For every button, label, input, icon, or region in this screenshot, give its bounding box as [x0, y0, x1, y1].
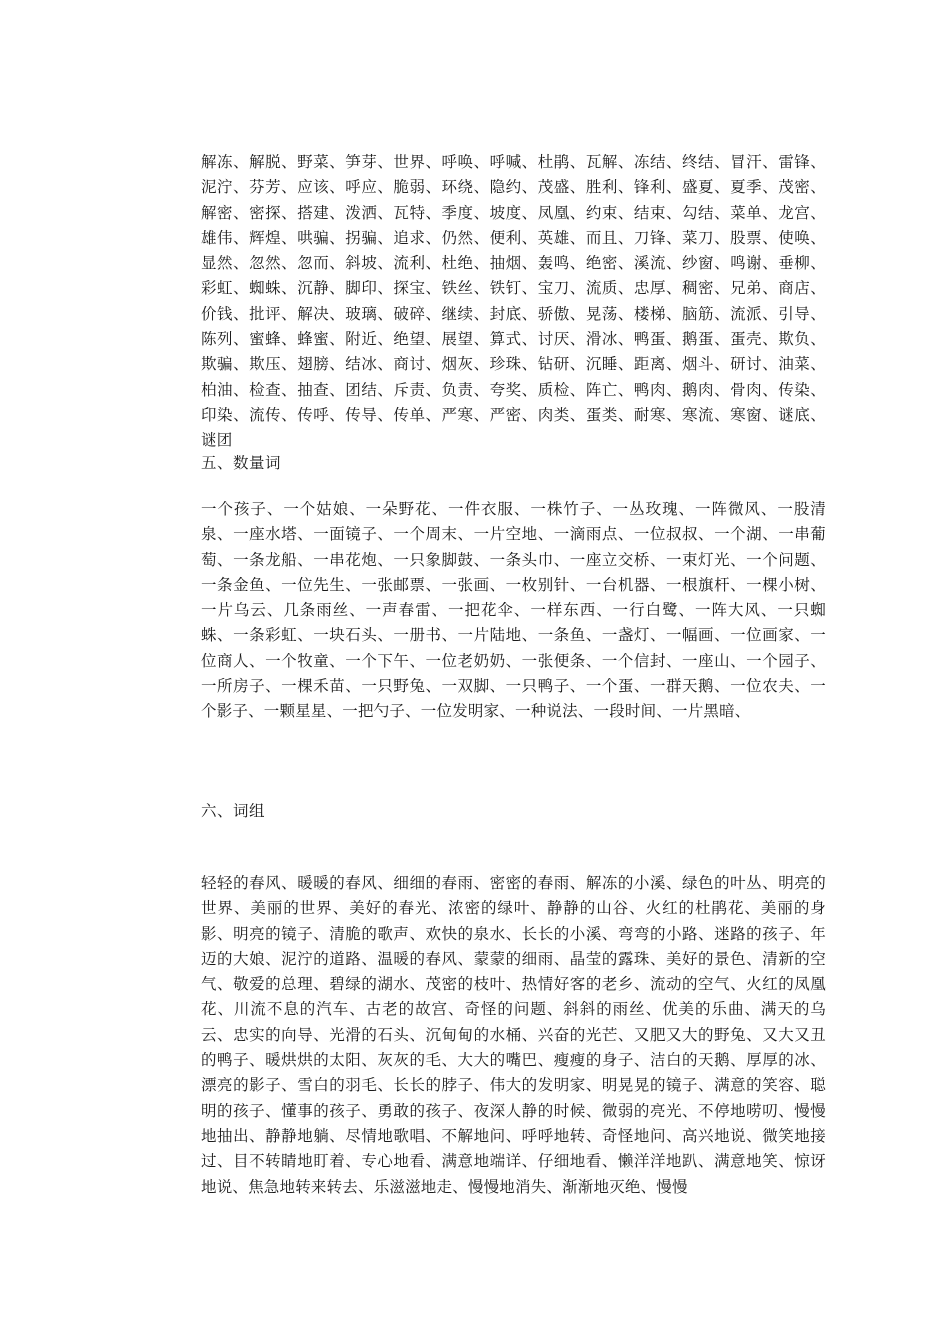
section-heading-phrases: 六、词组	[201, 802, 266, 820]
section-heading-quantifiers: 五、数量词	[201, 454, 282, 472]
word-list-quantifiers: 一个孩子、一个姑娘、一朵野花、一件衣服、一株竹子、一丛玫瑰、一阵微风、一股清泉、一座水塔、一面镜子、一个周末、一片空地、一滴雨点、一位叔叔、一个湖、一串葡萄、一条龙船、一串花炮、一只象脚鼓、一条头巾、一座立交桥、一束灯光、一个问题、一条金鱼、一位先生、一张邮票、一张画、一枚别针、一台机器、一根旗杆、一棵小树、一片乌云、几条雨丝、一声春雷、一把花伞、一样东西、一行白鹭、一阵大风、一只蜘蛛、一条彩虹、一块石头、一册书、一片陆地、一条鱼、一盏灯、一幅画、一位画家、一位商人、一个牧童、一个下午、一位老奶奶、一张便条、一个信封、一座山、一个园子、一所房子、一棵禾苗、一只野兔、一双脚、一只鸭子、一个蛋、一群天鹅、一位农夫、一个影子、一颗星星、一把勺子、一位发明家、一种说法、一段时间、一片黑暗、	[201, 500, 826, 721]
word-list-phrases: 轻轻的春风、暖暖的春风、细细的春雨、密密的春雨、解冻的小溪、绿色的叶丛、明亮的世界、美丽的世界、美好的春光、浓密的绿叶、静静的山谷、火红的杜鹃花、美丽的身影、明亮的镜子、清脆的歌声、欢快的泉水、长长的小溪、弯弯的小路、迷路的孩子、年迈的大娘、泥泞的道路、温暖的春风、蒙蒙的细雨、晶莹的露珠、美好的景色、清新的空气、敬爱的总理、碧绿的湖水、茂密的枝叶、热情好客的老乡、流动的空气、火红的凤凰花、川流不息的汽车、古老的故宫、奇怪的问题、斜斜的雨丝、优美的乐曲、满天的乌云、忠实的向导、光滑的石头、沉甸甸的水桶、兴奋的光芒、又肥又大的野兔、又大又丑的鸭子、暖烘烘的太阳、灰灰的毛、大大的嘴巴、瘦瘦的身子、洁白的天鹅、厚厚的冰、漂亮的影子、雪白的羽毛、长长的脖子、伟大的发明家、明晃晃的镜子、满意的笑容、聪明的孩子、懂事的孩子、勇敢的孩子、夜深人静的时候、微弱的亮光、不停地唠叨、慢慢地抽出、静静地躺、尽情地歌唱、不解地问、呼呼地转、奇怪地问、高兴地说、微笑地接过、目不转睛地盯着、专心地看、满意地端详、仔细地看、懒洋洋地趴、满意地笑、惊讶地说、焦急地转来转去、乐滋滋地走、慢慢地消失、渐渐地灭绝、慢慢	[201, 874, 826, 1196]
word-list-section-four: 解冻、解脱、野菜、笋芽、世界、呼唤、呼喊、杜鹃、瓦解、冻结、终结、冒汗、雷锋、泥泞、芬芳、应该、呼应、脆弱、环绕、隐约、茂盛、胜利、锋利、盛夏、夏季、茂密、解密、密探、搭建、泼洒、瓦特、季度、坡度、凤凰、约束、结束、勾结、菜单、龙宫、雄伟、辉煌、哄骗、拐骗、追求、仍然、便利、英雄、而且、刀锋、菜刀、股票、使唤、显然、忽然、忽而、斜坡、流利、杜绝、抽烟、轰鸣、绝密、溪流、纱窗、鸣谢、垂柳、彩虹、蜘蛛、沉静、脚印、探宝、铁丝、铁钉、宝刀、流质、忠厚、稠密、兄弟、商店、价钱、批评、解决、玻璃、破碎、继续、封底、骄傲、晃荡、楼梯、脑筋、流派、引导、陈列、蜜蜂、蜂蜜、附近、绝望、展望、算式、讨厌、滑冰、鸭蛋、鹅蛋、蛋壳、欺负、欺骗、欺压、翅膀、结冰、商讨、烟灰、珍珠、钻研、沉睡、距离、烟斗、研讨、油菜、柏油、检查、抽查、团结、斥责、负责、夸奖、质检、阵亡、鸭肉、鹅肉、骨肉、传染、印染、流传、传呼、传导、传单、严寒、严密、肉类、蛋类、耐寒、寒流、寒窗、谜底、谜团	[201, 153, 826, 450]
